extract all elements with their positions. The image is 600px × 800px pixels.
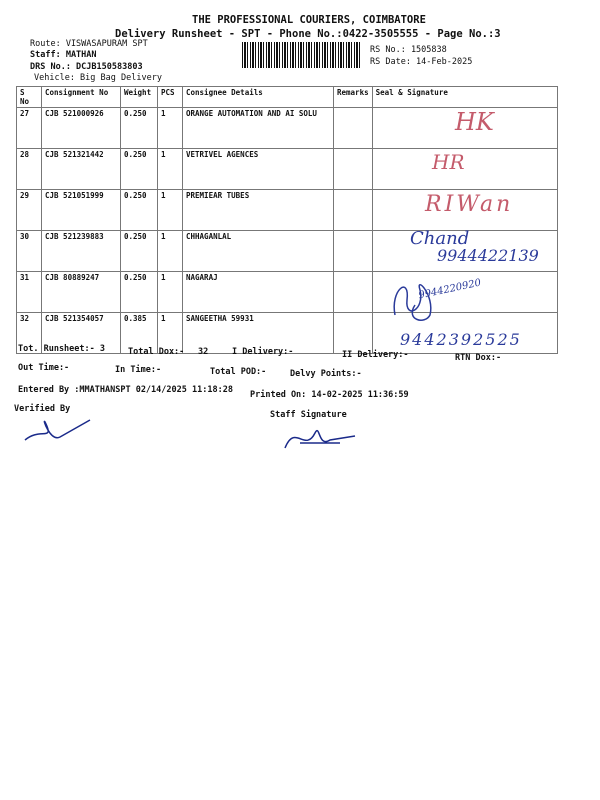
col-sno: S No: [17, 87, 42, 108]
cell-sno: 27: [17, 108, 42, 149]
cell-consignment: CJB 521354057: [42, 313, 121, 354]
delvy-points: Delvy Points:-: [290, 369, 362, 379]
vehicle: Vehicle: Big Bag Delivery: [34, 73, 162, 83]
cell-pcs: 1: [158, 190, 183, 231]
col-weight: Weight: [121, 87, 158, 108]
cell-consignment: CJB 80889247: [42, 272, 121, 313]
printed-on: Printed On: 14-02-2025 11:36:59: [250, 390, 409, 400]
rtn-dox: RTN Dox:-: [455, 353, 502, 363]
cell-pcs: 1: [158, 313, 183, 354]
total-dox-label: Total Dox:-: [128, 347, 185, 357]
cell-sno: 32: [17, 313, 42, 354]
in-time: In Time:-: [115, 365, 162, 375]
col-remarks: Remarks: [334, 87, 373, 108]
col-consignee: Consignee Details: [183, 87, 334, 108]
cell-sno: 29: [17, 190, 42, 231]
cell-weight: 0.250: [121, 108, 158, 149]
cell-consignee: CHHAGANLAL: [183, 231, 334, 272]
col-consignment: Consignment No: [42, 87, 121, 108]
cell-weight: 0.385: [121, 313, 158, 354]
col-pcs: PCS: [158, 87, 183, 108]
cell-pcs: 1: [158, 272, 183, 313]
verifier-signature-icon: [20, 412, 95, 447]
cell-weight: 0.250: [121, 231, 158, 272]
staff-signature-label: Staff Signature: [270, 410, 347, 420]
handwritten-signature: HR: [432, 150, 465, 174]
runsheet-title: Delivery Runsheet - SPT - Phone No.:0422-3505555 - Page No.:3: [115, 28, 501, 40]
barcode: [242, 42, 362, 68]
cell-sno: 28: [17, 149, 42, 190]
cell-consignment: CJB 521000926: [42, 108, 121, 149]
entered-by: Entered By :MMATHANSPT 02/14/2025 11:18:28: [18, 385, 233, 395]
cell-remarks: [334, 231, 373, 272]
cell-consignee: SANGEETHA 59931: [183, 313, 334, 354]
table-row: [17, 149, 558, 190]
cell-consignee: ORANGE AUTOMATION AND AI SOLU: [183, 108, 334, 149]
verified-by-label: Verified By: [14, 404, 71, 414]
col-signature: Seal & Signature: [372, 87, 557, 108]
total-runsheet: Tot. Runsheet:- 3: [18, 344, 105, 354]
handwritten-signature: HK: [455, 108, 494, 136]
rs-number: RS No.: 1505838: [370, 45, 447, 55]
table-header-row: [17, 87, 558, 108]
cell-sno: 31: [17, 272, 42, 313]
cell-weight: 0.250: [121, 272, 158, 313]
handwritten-phone: 9442392525: [400, 330, 522, 349]
cell-remarks: [334, 149, 373, 190]
ii-delivery: II Delivery:-: [342, 350, 409, 360]
cell-consignee: VETRIVEL AGENCES: [183, 149, 334, 190]
company-name: THE PROFESSIONAL COURIERS, COIMBATORE: [192, 14, 426, 26]
staff: Staff: MATHAN: [30, 50, 97, 60]
rs-date: RS Date: 14-Feb-2025: [370, 57, 473, 67]
scribble-signature-icon: [385, 270, 445, 330]
cell-consignment: CJB 521051999: [42, 190, 121, 231]
cell-consignment: CJB 521239883: [42, 231, 121, 272]
cell-weight: 0.250: [121, 190, 158, 231]
cell-remarks: [334, 313, 373, 354]
cell-consignment: CJB 521321442: [42, 149, 121, 190]
cell-remarks: [334, 108, 373, 149]
cell-pcs: 1: [158, 149, 183, 190]
total-pod: Total POD:-: [210, 367, 267, 377]
cell-consignee: PREMIEAR TUBES: [183, 190, 334, 231]
cell-remarks: [334, 272, 373, 313]
drs-number: DRS No.: DCJB150583803: [30, 62, 143, 72]
handwritten-phone: 9944220920: [417, 277, 483, 302]
cell-consignee: NAGARAJ: [183, 272, 334, 313]
handwritten-signature: RIWan: [425, 192, 514, 217]
out-time: Out Time:-: [18, 363, 70, 373]
i-delivery: I Delivery:-: [232, 347, 294, 357]
cell-remarks: [334, 190, 373, 231]
total-dox-value: 32: [198, 347, 209, 357]
cell-pcs: 1: [158, 108, 183, 149]
route: Route: VISWASAPURAM SPT: [30, 39, 148, 49]
cell-pcs: 1: [158, 231, 183, 272]
handwritten-phone: 9944422139: [437, 246, 539, 265]
cell-sno: 30: [17, 231, 42, 272]
staff-signature-icon: [280, 418, 360, 456]
cell-weight: 0.250: [121, 149, 158, 190]
handwritten-signature: Chand: [410, 228, 470, 249]
